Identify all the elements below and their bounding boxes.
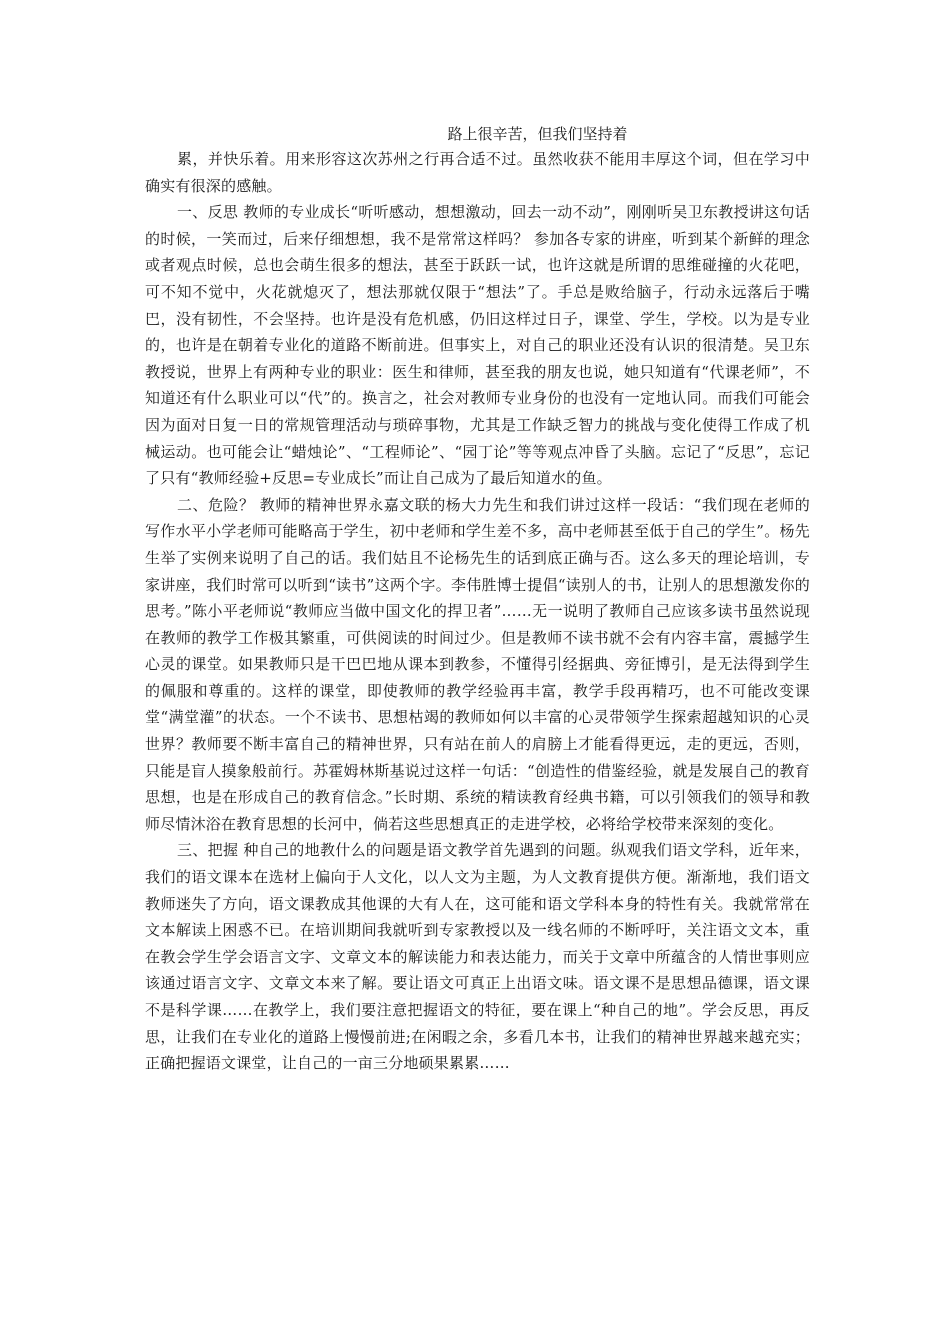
document-page	[145, 122, 810, 1077]
paragraph-reflection: 一、反思 教师的专业成长“听听感动，想想激动，回去一动不动”，刚刚听吴卫东教授讲这句话的时候，一笑而过，后来仔细想想，我不是常常这样吗？ 参加各专家的讲座，听到某个新鲜的理念或者观点时候，总也会萌生很多的想法，甚至于跃跃一试，也许这就是所谓的思维碰撞的火花吧，可不知不觉中，火花就熄灭了，想法那就仅限于“想法”了。手总是败给脑子，行动永远落后于嘴巴，没有韧性，不会坚持。也许是没有危机感，仍旧这样过日子，课堂、学生，学校。以为是专业的，也许是在朝着专业化的道路不断前进。但事实上，对自己的职业还没有认识的很清楚。吴卫东教授说，世界上有两种专业的职业：医生和律师，甚至我的朋友也说，她只知道有“代课老师”，不知道还有什么职业可以“代”的。换言之，社会对教师专业身份的也没有一定地认同。而我们可能会因为面对日复一日的常规管理活动与琐碎事物，尤其是工作缺乏智力的挑战与变化使得工作成了机械运动。也可能会让“蜡烛论”、“工程师论”、“园丁论”等等观点冲昏了头脑。忘记了“反思”，忘记了只有“教师经验+反思=专业成长”而让自己成为了最后知道水的鱼。	[145, 203, 810, 488]
paragraph-danger: 二、危险？ 教师的精神世界永嘉文联的杨大力先生和我们讲过这样一段话：“我们现在老师的写作水平小学老师可能略高于学生，初中老师和学生差不多，高中老师甚至低于自己的学生”。杨先生举了实例来说明了自己的话。我们姑且不论杨先生的话到底正确与否。这么多天的理论培训，专家讲座，我们时常可以听到“读书”这两个字。李伟胜博士提倡“读别人的书，让别人的思想激发你的思考。”陈小平老师说“教师应当做中国文化的捍卫者”……无一说明了教师自己应该多读书虽然说现在教师的教学工作极其繁重，可供阅读的时间过少。但是教师不读书就不会有内容丰富，震撼学生心灵的课堂。如果教师只是干巴巴地从课本到教参，不懂得引经据典、旁征博引，是无法得到学生的佩服和尊重的。这样的课堂，即使教师的教学经验再丰富，教学手段再精巧，也不可能改变课堂“满堂灌”的状态。一个不读书、思想枯竭的教师如何以丰富的心灵带领学生探索超越知识的心灵世界？教师要不断丰富自己的精神世界，只有站在前人的肩膀上才能看得更远，走的更远，否则，只能是盲人摸象般前行。苏霍姆林斯基说过这样一句话：“创造性的借鉴经验，就是发展自己的教育思想，也是在形成自己的教育信念。”长时期、系统的精读教育经典书籍，可以引领我们的领导和教师尽情沐浴在教育思想的长河中，倘若这些思想真正的走进学校，必将给学校带来深刻的变化。	[145, 495, 810, 833]
document-title: 路上很辛苦，但我们坚持着	[447, 125, 628, 143]
paragraph-intro: 累，并快乐着。用来形容这次苏州之行再合适不过。虽然收获不能用丰厚这个词，但在学习中确实有很深的感触。	[145, 150, 810, 195]
paragraph-grasp: 三、把握 种自己的地教什么的问题是语文教学首先遇到的问题。纵观我们语文学科，近年来，我们的语文课本在选材上偏向于人文化，以人文为主题，为人文教育提供方便。渐渐地，我们语文教师迷失了方向，语文课教成其他课的大有人在，这可能和语文学科本身的特性有关。我就常常在文本解读上困惑不已。在培训期间我就听到专家教授以及一线名师的不断呼吁，关注语文文本，重在教会学生学会语言文字、文章文本的解读能力和表达能力，而关于文章中所蕴含的人情世事则应该通过语言文字、文章文本来了解。要让语文可真正上出语文味。语文课不是思想品德课，语文课不是科学课……在教学上，我们要注意把握语文的特征，要在课上“种自己的地”。学会反思，再反思，让我们在专业化的道路上慢慢前进;在闲暇之余，多看几本书，让我们的精神世界越来越充实；正确把握语文课堂，让自己的一亩三分地硕果累累……	[145, 841, 810, 1073]
